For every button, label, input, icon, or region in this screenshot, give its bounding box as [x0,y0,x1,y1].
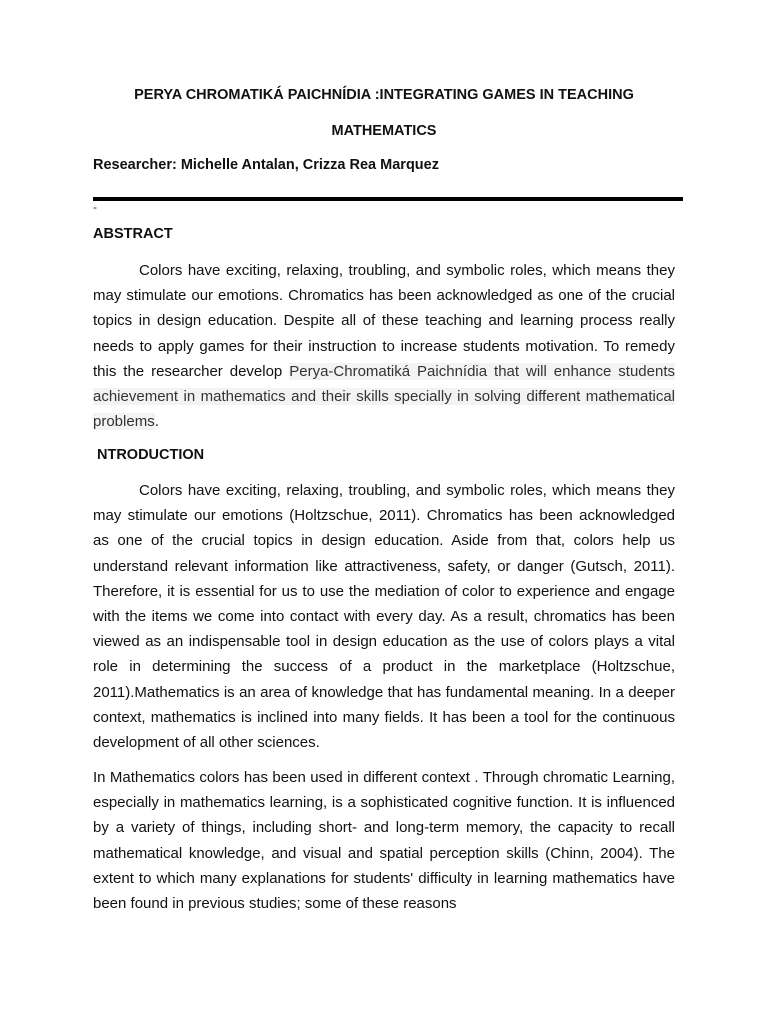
abstract-heading: ABSTRACT [93,226,173,242]
introduction-paragraph-2: In Mathematics colors has been used in different context . Through chromatic Learning, especially in mathematics learning, is a sophisticated cognitive function. It is influenced by a variety of things, including short- and long-term memory, the capacity to recall mathematical knowledge, and visual and spatial perception skills (Chinn, 2004). The extent to which many explanations for students' difficulty in learning mathematics have been found in previous studies; some of these reasons [93,769,675,913]
introduction-heading: NTRODUCTION [97,447,205,463]
abstract-text-end: . [154,413,159,431]
paper-title-line-2: MATHEMATICS [331,123,437,139]
researcher-line: Researcher: Michelle Antalan, Crizza Rea Marquez [93,157,439,173]
abstract-highlighted-text: Perya-Chromatiká Paichnídia that will enhance students achievement in mathematics and their skills specially in solving different mathematical problems [93,362,675,431]
introduction-paragraph-1: Colors have exciting, relaxing, troubling, and symbolic roles, which means they may stimulate our emotions (Holtzschue, 2011). Chromatics has been acknowledged as one of the crucial topics in design education. Aside from that, colors help us understand relevant information like attractiveness, safety, or danger (Gutsch, 2011). Therefore, it is essential for us to use the mediation of color to experience and engage with the items we come into contact with every day. As a result, chromatics has been viewed as an indispensable tool in design education as the use of colors plays a vital role in determining the success of a product in the marketplace (Holtzschue, 2011).Mathematics is an area of knowledge that has fundamental meaning. In a deeper context, mathematics is inclined into many fields. It has been a tool for the continuous development of all other sciences. [93,482,675,752]
abstract-paragraph [93,258,675,434]
paper-title-line-1: PERYA CHROMATIKÁ PAICHNÍDIA :INTEGRATING GAMES IN TEACHING [134,87,634,103]
abstract-text: Colors have exciting, relaxing, troubling, and symbolic roles, which means they may stimulate our emotions. Chromatics has been acknowledged as one of the crucial topics in design education. Despite all of these teaching and learning process really needs to apply games for their instruction to increase students motivation. To remedy this the researcher develop [93,262,675,380]
stray-mark: - [93,200,97,214]
horizontal-rule [93,197,683,201]
